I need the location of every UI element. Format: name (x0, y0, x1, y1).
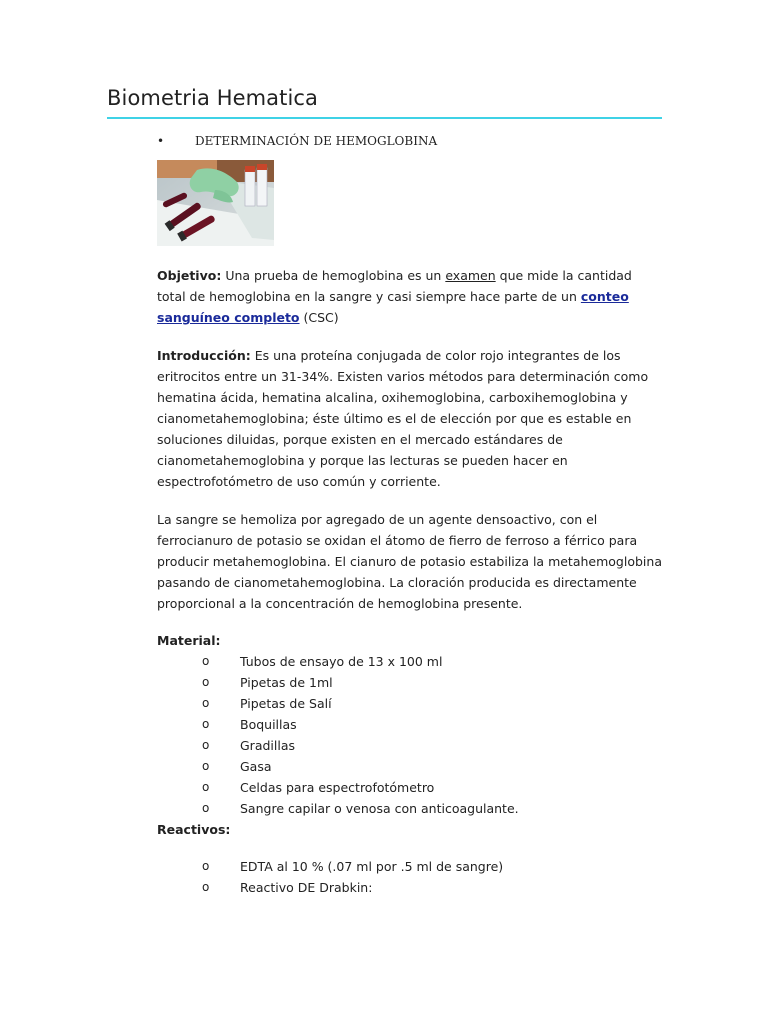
list-marker: o (202, 801, 210, 815)
title-divider (107, 117, 662, 119)
list-item-text: Celdas para espectrofotómetro (240, 780, 435, 795)
list-item-text: Gradillas (240, 738, 296, 753)
hemolysis-paragraph: La sangre se hemoliza por agregado de un agente densoactivo, con el ferrocianuro de potasio se oxidan el átomo de fierro de ferroso a férrico para producir metahemoglobina. El cianuro de potasio estabiliza la metahemoglobina pasando de cianometahemoglobina. La cloración producida es directamente proporcional a la concentración de hemoglobina presente. (157, 512, 662, 611)
list-item-text: EDTA al 10 % (.07 ml por .5 ml de sangre) (240, 859, 504, 874)
list-marker: o (202, 780, 210, 794)
reactivos-label: Reactivos: (157, 822, 231, 837)
list-marker: o (202, 859, 210, 873)
list-marker: o (202, 654, 210, 668)
material-label: Material: (157, 633, 221, 648)
introduccion-text: Es una proteína conjugada de color rojo integrantes de los eritrocitos entre un 31-34%. Existen varios métodos para determinación como hematina ácida, hematina alcalina, oxihemoglobina, carboxihemoglobina y cianometahemoglobina; éste último es el de elección por que es estable en soluciones diluidas, porque existen en el mercado estándares de cianometahemoglobina y porque las lecturas se pueden hacer en espectrofotómetro de uso común y corriente. (157, 348, 649, 489)
objetivo-text-c: (CSC) (299, 310, 339, 325)
list-marker: o (202, 759, 210, 773)
lab-photo (157, 160, 274, 246)
examen-link[interactable]: examen (445, 268, 496, 283)
list-marker: o (202, 880, 210, 894)
bullet-dot: • (157, 134, 165, 148)
objetivo-text-a: Una prueba de hemoglobina es un (221, 268, 446, 283)
list-item-text: Tubos de ensayo de 13 x 100 ml (240, 654, 443, 669)
section-heading: DETERMINACIÓN DE HEMOGLOBINA (195, 134, 438, 148)
lab-photo-image (157, 160, 274, 246)
list-marker: o (202, 675, 210, 689)
conteo-sanguineo-link[interactable]: conteo sanguíneo completo (157, 289, 629, 325)
introduccion-paragraph (157, 345, 662, 492)
list-item-text: Pipetas de 1ml (240, 675, 333, 690)
list-marker: o (202, 696, 210, 710)
list-item-text: Boquillas (240, 717, 297, 732)
objetivo-paragraph (157, 265, 662, 328)
list-item-text: Reactivo DE Drabkin: (240, 880, 373, 895)
list-marker: o (202, 717, 210, 731)
introduccion-label: Introducción: (157, 348, 251, 363)
list-marker: o (202, 738, 210, 752)
document-title: Biometria Hematica (107, 86, 319, 110)
list-item-text: Pipetas de Salí (240, 696, 332, 711)
list-item-text: Gasa (240, 759, 272, 774)
objetivo-label: Objetivo: (157, 268, 222, 283)
list-item-text: Sangre capilar o venosa con anticoagulante. (240, 801, 519, 816)
objetivo-text-b: que mide la cantidad total de hemoglobina en la sangre y casi siempre hace parte de un (157, 268, 632, 304)
